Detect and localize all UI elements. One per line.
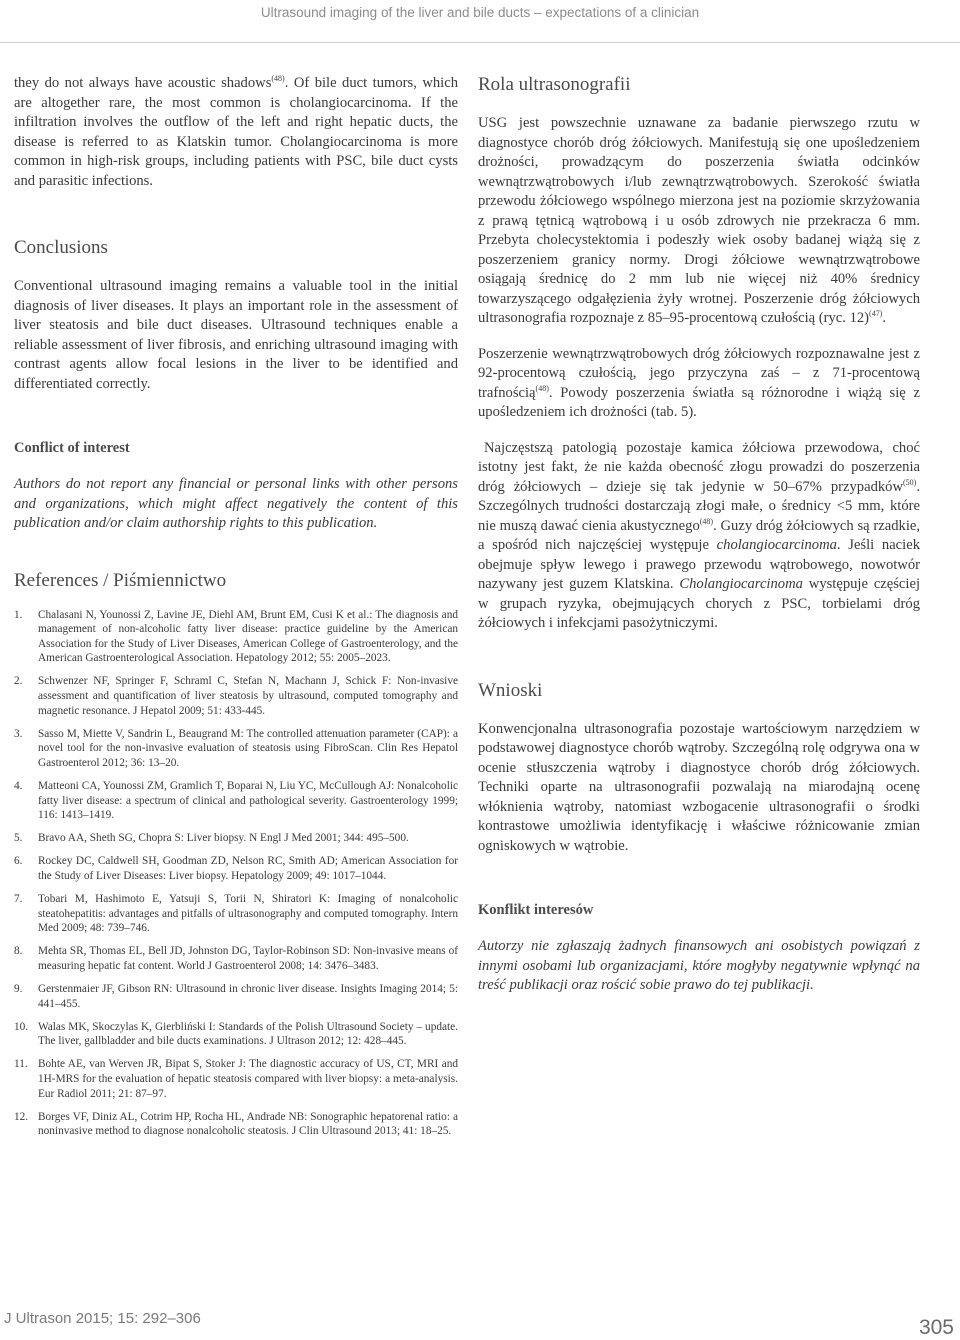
wnioski-heading: Wnioski <box>478 679 543 701</box>
reference-text: Chalasani N, Younossi Z, Lavine JE, Diehl AM, Brunt EM, Cusi K et al.: The diagnosis and management of non-alcoholic fatty liver disease: practice guideline by the American Association for the Study of Liver Diseases, American College of Gastroenterology, and the American Gastroenterological Association. Hepatology 2012; 55: 2005–2023. <box>38 608 458 665</box>
rola-paragraph-1: USG jest powszechnie uznawane za badanie pierwszego rzutu w diagnostyce chorób dróg żółciowych. Manifestują się one upośledzeniem drożności, prowadzącym do poszerzenia światła odcinków wewnątrzwątrobowych i/lub zewnątrzwątrobowych. Szerokość światła przewodu żółciowego wspólnego mierzona jest na poziomie skrzyżowania z prawą tętnicą wątrobową i u osób zdrowych nie przekracza 6 mm. Przebyta cholecystektomia i podeszły wiek osoby badanej wiążą się z poszerzeniem granicy normy. Drogi żółciowe wewnątrzwątrobowe osiągają średnicę do 2 mm lub nie więcej niż 40% średnicy towarzyszącego odgałęzienia żyły wrotnej. Poszerzenie dróg żółciowych ultrasonografia rozpoznaje z 85–95-procentową czułością (ryc. 12)$^{(47)}$. <box>478 115 920 326</box>
reference-text: Sasso M, Miette V, Sandrin L, Beaugrand M: The controlled attenuation parameter (CAP): a novel tool for the non-invasive evaluation of steatosis using FibroScan. Clin Res Hepatol Gastroenterol 2012; 36: 13–20. <box>38 727 458 769</box>
reference-text: Borges VF, Diniz AL, Cotrim HP, Rocha HL, Andrade NB: Sonographic hepatorenal ratio: a noninvasive method to diagnose nonalcoholic steatosis. J Clin Ultrasound 2013; 41: 18–25. <box>38 1110 458 1138</box>
reference-text: Schwenzer NF, Springer F, Schraml C, Stefan N, Machann J, Schick F: Non-invasive assessment and quantification of liver steatosis by ultrasound, computed tomography and magnetic resonance. J Hepatol 2009; 51: 433-445. <box>38 675 458 717</box>
reference-text: Tobari M, Hashimoto E, Yatsuji S, Torii N, Shiratori K: Imaging of nonalcoholic steatohepatitis: advantages and pitfalls of ultrasonography and computed tomography. Intern Med 2009; 48: 739–746. <box>38 893 458 935</box>
reference-item <box>14 727 458 771</box>
reference-text: Mehta SR, Thomas EL, Bell JD, Johnston DG, Taylor-Robinson SD: Non-invasive means of measuring hepatic fat content. World J Gastroenterol 2008; 14: 3476–3483. <box>38 945 458 972</box>
reference-number: 4. <box>14 779 23 792</box>
reference-item <box>14 1110 458 1139</box>
conflict-of-interest-paragraph: Authors do not report any financial or personal links with other persons and organizations, which might affect negatively the content of this publication and/or claim authorship rights to this publication. <box>14 476 458 531</box>
journal-citation: J Ultrason 2015; 15: 292–306 <box>4 1310 201 1327</box>
reference-item <box>14 1057 458 1101</box>
reference-text: Rockey DC, Caldwell SH, Goodman ZD, Nelson RC, Smith AD; American Association for the Study of Liver Diseases: Liver biopsy. Hepatology 2009; 49: 1017–1044. <box>38 855 458 882</box>
right-column <box>478 74 920 996</box>
reference-number: 7. <box>14 893 23 905</box>
rola-paragraph-3: Najczęstszą patologią pozostaje kamica żółciowa przewodowa, choć istotny jest fakt, że nie każda obecność złogu prowadzi do poszerzenia dróg żółciowych – dzieje się tak jedynie w 50–67% przypadków$^{(50)}$. Szczególnych trudności dostarczają złogi małe, o średnicy <5 mm, które nie muszą dawać cienia akustycznego$^{(48)}$. Guzy dróg żółciowych są rzadkie, a spośród nich najczęściej występuje cholangiocarcinoma. Jeśli naciek obejmuje spływ lewego i prawego przewodu wątrobowego, nowotwór nazywany jest guzem Klatskina. Cholangiocarcinoma występuje częściej w grupach ryzyka, obejmujących chorych z PSC, torbielami dróg żółciowych i infekcjami pasożytniczymi. <box>478 439 921 631</box>
reference-item <box>14 892 458 936</box>
reference-item <box>14 982 458 1011</box>
conclusions-paragraph: Conventional ultrasound imaging remains a valuable tool in the initial diagnosis of liver diseases. It plays an important role in the assessment of liver steatosis and bile duct diseases. Ultrasound techniques enable a reliable assessment of liver fibrosis, and enriching ultrasound imaging with contrast agents allow focal lesions in the liver to be identified and differentiated correctly. <box>14 278 458 392</box>
konflikt-paragraph: Autorzy nie zgłaszają żadnych finansowych ani osobistych powiązań z innymi osobami lub organizacjami, które mogłyby negatywnie wpłynąć na treść publikacji oraz rościć sobie prawo do tej publikacji. <box>478 938 920 993</box>
reference-text: Matteoni CA, Younossi ZM, Gramlich T, Boparai N, Liu YC, McCullough AJ: Nonalcoholic fatty liver disease: a spectrum of clinical and pathological severity. Gastroenterology 1999; 116: 1413–1419. <box>38 779 458 822</box>
references-heading: References / Piśmiennictwo <box>14 569 227 591</box>
rola-paragraph-2: Poszerzenie wewnątrzwątrobowych dróg żółciowych rozpoznawalne jest z 92-procentową czułością, jego przyczyna zaś – z 71-procentową trafnością$^{(48)}$. Powody poszerzenia światła są różnorodne i wiążą się z upośledzeniem ich drożności (tab. 5). <box>478 345 920 420</box>
reference-number: 6. <box>14 855 23 868</box>
left-column <box>14 74 458 1147</box>
reference-text: Walas MK, Skoczylas K, Gierbliński I: Standards of the Polish Ultrasound Society – update. The liver, gallbladder and bile ducts examinations. J Ultrason 2012; 12: 428–445. <box>38 1020 458 1048</box>
reference-number: 9. <box>14 982 23 995</box>
header-divider <box>0 42 960 43</box>
rola-heading: Rola ultrasonografii <box>478 74 631 95</box>
reference-item <box>14 1020 458 1049</box>
reference-number: 8. <box>14 945 23 958</box>
reference-number: 3. <box>14 727 23 740</box>
reference-number: 2. <box>14 675 23 688</box>
reference-item <box>14 854 458 883</box>
running-head: Ultrasound imaging of the liver and bile ducts – expectations of a clinician <box>260 5 700 20</box>
reference-number: 11. <box>14 1058 28 1071</box>
reference-item <box>14 779 458 823</box>
wnioski-paragraph: Konwencjonalna ultrasonografia pozostaje wartościowym narzędziem w podstawowej diagnostyce chorób wątroby. Szczególną rolę odgrywa ona w ocenie stłuszczenia wątroby i diagnostyce chorób dróg żółciowych. Techniki oparte na ultrasonografii pozwalają na miarodajną ocenę włóknienia wątroby, natomiast wzbogacenie ultrasonografii o środki kontrastowe umożliwia identyfikację i właściwe różnicowanie zmian ogniskowych w wątrobie. <box>478 720 920 854</box>
conflict-of-interest-heading: Conflict of interest <box>14 440 130 456</box>
reference-item <box>14 944 458 973</box>
reference-item <box>14 674 458 718</box>
reference-number: 10. <box>14 1020 29 1033</box>
intro-paragraph: they do not always have acoustic shadows$^{(48)}$. Of bile duct tumors, which are altogether rare, the most common is cholangiocarcinoma. If the infiltration involves the outflow of the left and right hepatic ducts, the disease is referred to as Klatskin tumor. Cholangiocarcinoma is more common in high-risk groups, including patients with PSC, bile duct cysts and parasitic infections. <box>14 74 458 189</box>
reference-text: Bohte AE, van Werven JR, Bipat S, Stoker J: The diagnostic accuracy of US, CT, MRI and 1H-MRS for the evaluation of hepatic steatosis compared with liver biopsy: a meta-analysis. Eur Radiol 2011; 21: 87–97. <box>38 1058 458 1100</box>
reference-number: 1. <box>14 608 23 621</box>
reference-number: 5. <box>14 832 23 845</box>
conclusions-heading: Conclusions <box>14 237 108 258</box>
konflikt-heading: Konflikt interesów <box>478 902 594 918</box>
reference-number: 12. <box>14 1110 29 1123</box>
reference-item <box>14 831 458 846</box>
reference-item <box>14 608 458 666</box>
reference-text: Gerstenmaier JF, Gibson RN: Ultrasound in chronic liver disease. Insights Imaging 2014; 5: 441–455. <box>38 982 458 1010</box>
references-list <box>14 608 458 1139</box>
page-number: 305 <box>918 1316 954 1339</box>
reference-text: Bravo AA, Sheth SG, Chopra S: Liver biopsy. N Engl J Med 2001; 344: 495–500. <box>38 832 409 845</box>
